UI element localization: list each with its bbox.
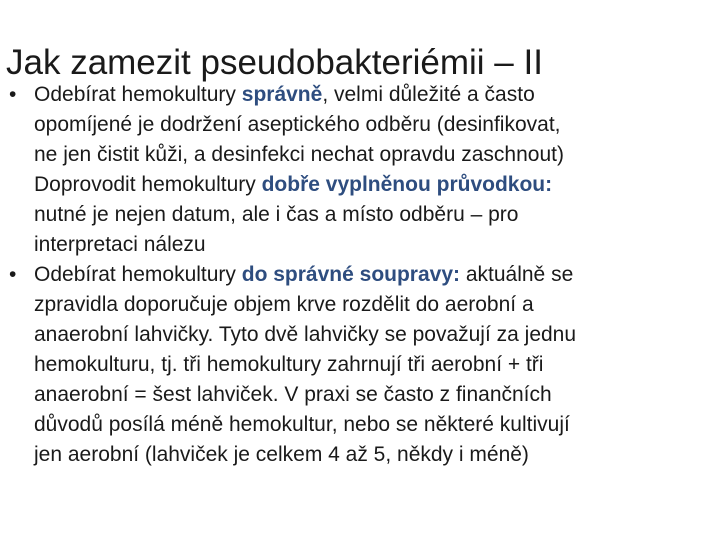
bullet-text: zpravidla doporučuje objem krve rozdělit do aerobní a	[34, 293, 534, 316]
slide-title: Jak zamezit pseudobakteriémii – II	[6, 43, 543, 83]
bullet-text: , velmi důležité a často	[322, 83, 535, 106]
bullet-text: hemokulturu, tj. tři hemokultury zahrnují tři aerobní + tři	[34, 353, 544, 376]
bullet-list	[0, 80, 706, 470]
bullet-text: důvodů posílá méně hemokultur, nebo se některé kultivují	[34, 413, 570, 436]
highlighted-text: dobře vyplněnou průvodkou:	[261, 173, 553, 196]
bullet-dot-icon: •	[9, 263, 17, 286]
bullet-line	[34, 80, 706, 110]
bullet-text: Doprovodit hemokultury	[34, 173, 262, 196]
bullet-text: aktuálně se	[460, 263, 574, 286]
bullet-line	[34, 380, 706, 410]
bullet-item	[0, 260, 706, 470]
bullet-text: ne jen čistit kůži, a desinfekci nechat opravdu zaschnout)	[34, 143, 564, 166]
bullet-text: jen aerobní (lahviček je celkem 4 až 5, někdy i méně)	[34, 443, 529, 466]
bullet-line	[34, 350, 706, 380]
bullet-dot-icon: •	[9, 83, 17, 106]
bullet-text: Odebírat hemokultury	[34, 83, 242, 106]
bullet-line	[34, 410, 706, 440]
highlighted-text: správně	[241, 83, 323, 106]
bullet-text: Odebírat hemokultury	[34, 263, 242, 286]
bullet-line	[34, 290, 706, 320]
bullet-text: opomíjené je dodržení aseptického odběru (desinfikovat,	[34, 113, 561, 136]
bullet-line	[34, 110, 706, 140]
bullet-text: anaerobní = šest lahviček. V praxi se často z finančních	[34, 383, 552, 406]
bullet-text: anaerobní lahvičky. Tyto dvě lahvičky se považují za jednu	[34, 323, 577, 346]
bullet-line	[34, 320, 706, 350]
highlighted-text: do správné soupravy:	[241, 263, 460, 286]
bullet-item	[0, 80, 706, 260]
bullet-text: nutné je nejen datum, ale i čas a místo odběru – pro	[34, 203, 519, 226]
bullet-line	[34, 260, 706, 290]
bullet-line	[34, 440, 706, 470]
bullet-line	[34, 230, 706, 260]
bullet-line	[34, 140, 706, 170]
bullet-text: interpretaci nálezu	[34, 233, 206, 256]
bullet-line	[34, 170, 706, 200]
bullet-line	[34, 200, 706, 230]
